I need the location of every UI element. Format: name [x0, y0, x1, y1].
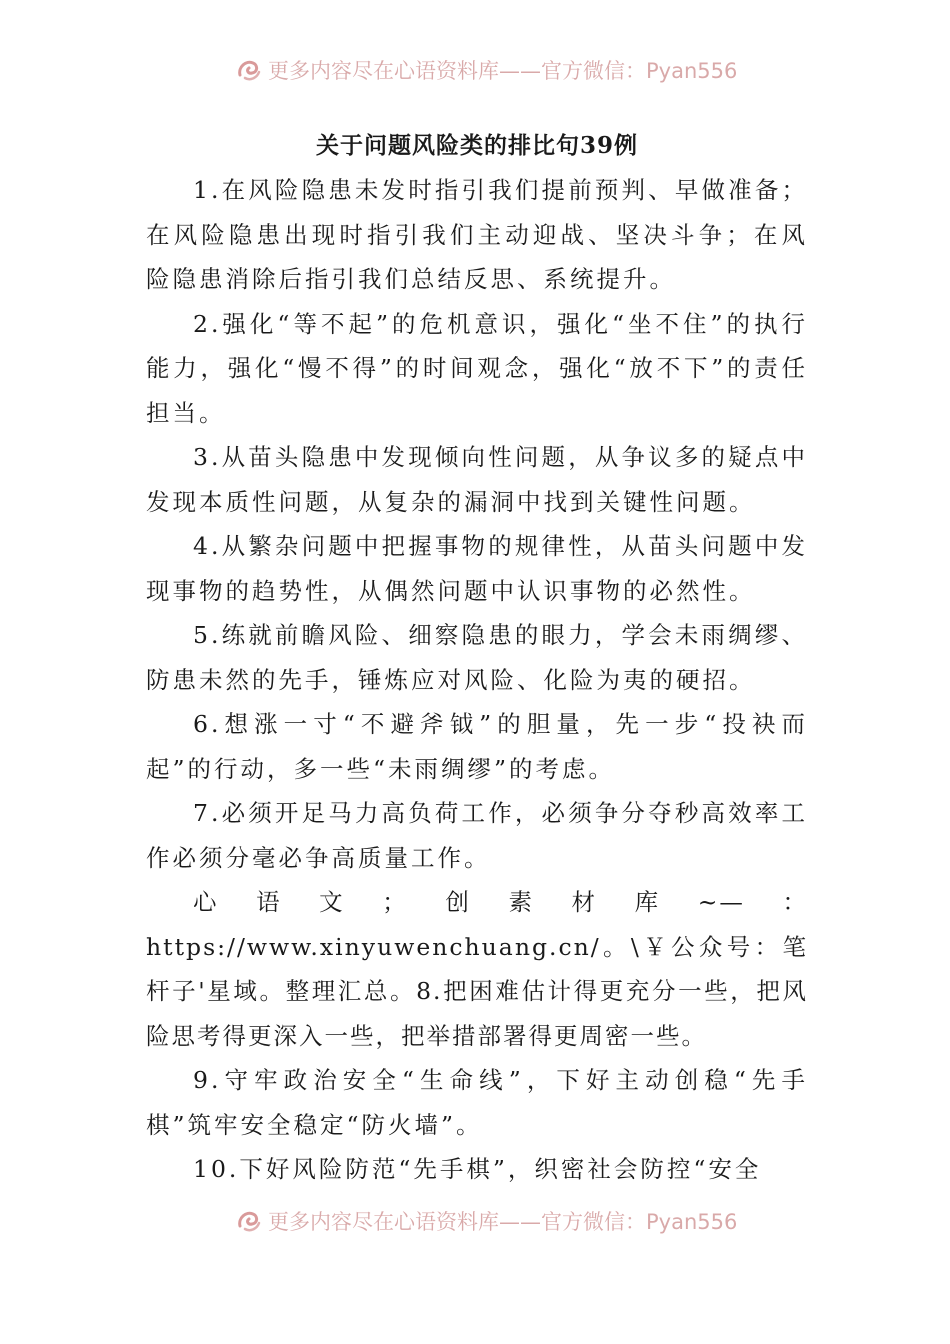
- document-title: 关于问题风险类的排比句39例: [315, 132, 638, 159]
- watermark-text: 更多内容尽在心语资料库——官方微信：Pyan556: [268, 59, 738, 83]
- paragraph-3: 3.从苗头隐患中发现倾向性问题，从争议多的疑点中发现本质性问题，从复杂的漏洞中找到关键性问题。: [146, 443, 808, 516]
- paragraph-5: 5.练就前瞻风险、细察隐患的眼力，学会未雨绸缪、防患未然的先手，锤炼应对风险、化险为夷的硬招。: [146, 621, 808, 694]
- paragraph-10: 10.下好风险防范“先手棋”，织密社会防控“安全: [193, 1155, 762, 1183]
- paragraph-1: 1.在风险隐患未发时指引我们提前预判、早做准备；在风险隐患出现时指引我们主动迎战、坚决斗争；在风险隐患消除后指引我们总结反思、系统提升。: [146, 176, 808, 293]
- document-page: [146, 124, 808, 1192]
- paragraph-9: 9.守牢政治安全“生命线”，下好主动创稳“先手棋”筑牢安全稳定“防火墙”。: [146, 1066, 808, 1139]
- paragraph-7: 7.必须开足马力高负荷工作，必须争分夺秒高效率工作必须分毫必争高质量工作。: [146, 799, 808, 872]
- swirl-logo-icon: [236, 1208, 262, 1234]
- swirl-logo-icon: [236, 57, 262, 83]
- paragraph-6: 6.想涨一寸“不避斧钺”的胆量，先一步“投袂而起”的行动，多一些“未雨绸缪”的考虑。: [146, 710, 808, 783]
- footer-watermark: [236, 1207, 756, 1235]
- header-watermark: [236, 56, 756, 84]
- paragraph-2: 2.强化“等不起”的危机意识，强化“坐不住”的执行能力，强化“慢不得”的时间观念，强化“放不下”的责任担当。: [146, 309, 808, 427]
- watermark-text: 更多内容尽在心语资料库——官方微信：Pyan556: [268, 1210, 738, 1234]
- paragraph-4: 4.从繁杂问题中把握事物的规律性，从苗头问题中发现事物的趋势性，从偶然问题中认识事物的必然性。: [146, 532, 808, 605]
- paragraph-8-with-source-note: 心语文；创素材库~—：https://www.xinyuwenchuang.cn/。\￥公众号：笔杆子'星域。整理汇总。8.把困难估计得更充分一些，把风险思考得更深入一些，把举措部署得更周密一些。: [146, 888, 808, 1050]
